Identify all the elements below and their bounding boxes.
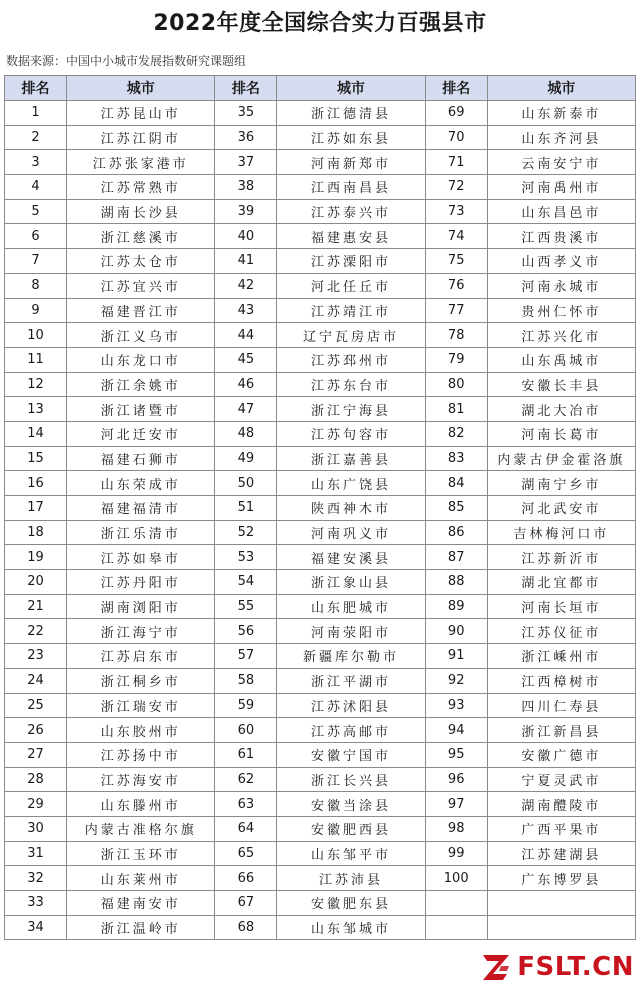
city-cell: 湖南宁乡市 xyxy=(487,471,635,496)
city-cell: 山东禹城市 xyxy=(487,347,635,372)
rank-cell: 45 xyxy=(215,347,277,372)
rank-cell: 84 xyxy=(425,471,487,496)
rank-cell: 10 xyxy=(5,323,67,348)
rank-cell: 33 xyxy=(5,891,67,916)
city-cell: 河南长葛市 xyxy=(487,421,635,446)
city-cell: 江苏如皋市 xyxy=(67,545,215,570)
table-row xyxy=(5,668,636,693)
table-row xyxy=(5,570,636,595)
city-cell: 江苏宜兴市 xyxy=(67,273,215,298)
city-cell: 广东博罗县 xyxy=(487,866,635,891)
city-cell: 江苏新沂市 xyxy=(487,545,635,570)
city-cell: 山西孝义市 xyxy=(487,249,635,274)
rank-cell: 42 xyxy=(215,273,277,298)
city-cell: 内蒙古伊金霍洛旗 xyxy=(487,446,635,471)
table-row xyxy=(5,594,636,619)
rank-cell: 22 xyxy=(5,619,67,644)
rank-cell: 5 xyxy=(5,199,67,224)
table-row xyxy=(5,915,636,940)
rank-cell: 93 xyxy=(425,693,487,718)
city-cell: 广西平果市 xyxy=(487,816,635,841)
rank-cell: 90 xyxy=(425,619,487,644)
rank-cell: 4 xyxy=(5,175,67,200)
city-cell: 山东昌邑市 xyxy=(487,199,635,224)
city-cell: 浙江桐乡市 xyxy=(67,668,215,693)
rank-cell: 98 xyxy=(425,816,487,841)
rank-cell: 53 xyxy=(215,545,277,570)
rank-cell: 60 xyxy=(215,718,277,743)
rank-cell: 40 xyxy=(215,224,277,249)
rank-cell: 47 xyxy=(215,397,277,422)
table-row xyxy=(5,718,636,743)
rank-cell: 87 xyxy=(425,545,487,570)
ranking-table xyxy=(4,75,636,940)
rank-cell: 38 xyxy=(215,175,277,200)
rank-cell: 88 xyxy=(425,570,487,595)
rank-cell: 43 xyxy=(215,298,277,323)
rank-cell: 65 xyxy=(215,841,277,866)
rank-cell: 57 xyxy=(215,644,277,669)
rank-cell: 28 xyxy=(5,767,67,792)
rank-cell: 9 xyxy=(5,298,67,323)
rank-cell: 2 xyxy=(5,125,67,150)
city-cell: 湖南长沙县 xyxy=(67,199,215,224)
rank-cell: 3 xyxy=(5,150,67,175)
city-cell xyxy=(487,891,635,916)
rank-cell: 44 xyxy=(215,323,277,348)
rank-cell: 36 xyxy=(215,125,277,150)
city-cell xyxy=(487,915,635,940)
rank-cell: 48 xyxy=(215,421,277,446)
city-cell: 江西贵溪市 xyxy=(487,224,635,249)
table-row xyxy=(5,841,636,866)
rank-cell: 79 xyxy=(425,347,487,372)
table-row xyxy=(5,323,636,348)
table-row xyxy=(5,199,636,224)
rank-cell: 95 xyxy=(425,742,487,767)
city-cell: 浙江象山县 xyxy=(277,570,425,595)
table-row xyxy=(5,298,636,323)
rank-cell: 64 xyxy=(215,816,277,841)
rank-cell: 27 xyxy=(5,742,67,767)
rank-cell: 85 xyxy=(425,496,487,521)
rank-cell: 17 xyxy=(5,496,67,521)
city-cell: 山东广饶县 xyxy=(277,471,425,496)
rank-cell: 56 xyxy=(215,619,277,644)
table-row xyxy=(5,446,636,471)
rank-cell: 13 xyxy=(5,397,67,422)
city-cell: 河北任丘市 xyxy=(277,273,425,298)
rank-cell: 32 xyxy=(5,866,67,891)
header-city: 城市 xyxy=(487,76,635,101)
header-city: 城市 xyxy=(277,76,425,101)
city-cell: 河南永城市 xyxy=(487,273,635,298)
city-cell: 安徽肥西县 xyxy=(277,816,425,841)
rank-cell: 92 xyxy=(425,668,487,693)
table-row xyxy=(5,866,636,891)
rank-cell: 99 xyxy=(425,841,487,866)
city-cell: 陕西神木市 xyxy=(277,496,425,521)
rank-cell: 68 xyxy=(215,915,277,940)
rank-cell: 94 xyxy=(425,718,487,743)
table-row xyxy=(5,545,636,570)
city-cell: 福建南安市 xyxy=(67,891,215,916)
data-source-note: 数据来源：中国中小城市发展指数研究课题组 xyxy=(6,54,247,68)
city-cell: 浙江乐清市 xyxy=(67,520,215,545)
city-cell: 山东邹平市 xyxy=(277,841,425,866)
rank-cell: 1 xyxy=(5,101,67,126)
city-cell: 浙江义乌市 xyxy=(67,323,215,348)
city-cell: 江苏高邮市 xyxy=(277,718,425,743)
rank-cell: 78 xyxy=(425,323,487,348)
rank-cell: 18 xyxy=(5,520,67,545)
table-row xyxy=(5,693,636,718)
rank-cell: 71 xyxy=(425,150,487,175)
city-cell: 河南荥阳市 xyxy=(277,619,425,644)
city-cell: 湖南醴陵市 xyxy=(487,792,635,817)
city-cell: 安徽宁国市 xyxy=(277,742,425,767)
rank-cell: 62 xyxy=(215,767,277,792)
rank-cell: 24 xyxy=(5,668,67,693)
city-cell: 浙江嵊州市 xyxy=(487,644,635,669)
rank-cell: 67 xyxy=(215,891,277,916)
rank-cell: 82 xyxy=(425,421,487,446)
rank-cell: 59 xyxy=(215,693,277,718)
rank-cell: 11 xyxy=(5,347,67,372)
city-cell: 江苏东台市 xyxy=(277,372,425,397)
rank-cell: 76 xyxy=(425,273,487,298)
rank-cell: 61 xyxy=(215,742,277,767)
rank-cell: 20 xyxy=(5,570,67,595)
city-cell: 江苏扬中市 xyxy=(67,742,215,767)
rank-cell: 54 xyxy=(215,570,277,595)
city-cell: 江苏沭阳县 xyxy=(277,693,425,718)
table-row xyxy=(5,644,636,669)
city-cell: 河南长垣市 xyxy=(487,594,635,619)
rank-cell: 29 xyxy=(5,792,67,817)
rank-cell: 63 xyxy=(215,792,277,817)
city-cell: 四川仁寿县 xyxy=(487,693,635,718)
rank-cell: 25 xyxy=(5,693,67,718)
city-cell: 江苏建湖县 xyxy=(487,841,635,866)
city-cell: 浙江温岭市 xyxy=(67,915,215,940)
rank-cell: 51 xyxy=(215,496,277,521)
city-cell: 云南安宁市 xyxy=(487,150,635,175)
city-cell: 江苏昆山市 xyxy=(67,101,215,126)
header-rank: 排名 xyxy=(215,76,277,101)
rank-cell: 7 xyxy=(5,249,67,274)
city-cell: 浙江平湖市 xyxy=(277,668,425,693)
city-cell: 吉林梅河口市 xyxy=(487,520,635,545)
city-cell: 宁夏灵武市 xyxy=(487,767,635,792)
rank-cell: 50 xyxy=(215,471,277,496)
rank-cell: 55 xyxy=(215,594,277,619)
city-cell: 山东肥城市 xyxy=(277,594,425,619)
rank-cell: 14 xyxy=(5,421,67,446)
rank-cell: 49 xyxy=(215,446,277,471)
rank-cell: 39 xyxy=(215,199,277,224)
rank-cell: 37 xyxy=(215,150,277,175)
rank-cell: 91 xyxy=(425,644,487,669)
table-row xyxy=(5,224,636,249)
table-row xyxy=(5,471,636,496)
table-row xyxy=(5,792,636,817)
table-row xyxy=(5,891,636,916)
rank-cell: 72 xyxy=(425,175,487,200)
city-cell: 山东新泰市 xyxy=(487,101,635,126)
table-row xyxy=(5,249,636,274)
city-cell: 江苏江阴市 xyxy=(67,125,215,150)
city-cell: 山东莱州市 xyxy=(67,866,215,891)
city-cell: 浙江宁海县 xyxy=(277,397,425,422)
table-row xyxy=(5,372,636,397)
city-cell: 安徽广德市 xyxy=(487,742,635,767)
city-cell: 江苏溧阳市 xyxy=(277,249,425,274)
rank-cell: 86 xyxy=(425,520,487,545)
city-cell: 福建惠安县 xyxy=(277,224,425,249)
city-cell: 浙江玉环市 xyxy=(67,841,215,866)
header-rank: 排名 xyxy=(425,76,487,101)
city-cell: 山东邹城市 xyxy=(277,915,425,940)
header-rank: 排名 xyxy=(5,76,67,101)
city-cell: 浙江余姚市 xyxy=(67,372,215,397)
city-cell: 江苏沛县 xyxy=(277,866,425,891)
rank-cell: 8 xyxy=(5,273,67,298)
rank-cell: 80 xyxy=(425,372,487,397)
rank-cell: 100 xyxy=(425,866,487,891)
rank-cell: 77 xyxy=(425,298,487,323)
rank-cell: 74 xyxy=(425,224,487,249)
table-row xyxy=(5,150,636,175)
rank-cell: 31 xyxy=(5,841,67,866)
rank-cell: 21 xyxy=(5,594,67,619)
watermark-text: FSLT.CN xyxy=(517,952,634,982)
city-cell: 江苏如东县 xyxy=(277,125,425,150)
city-cell: 江苏常熟市 xyxy=(67,175,215,200)
city-cell: 浙江海宁市 xyxy=(67,619,215,644)
rank-cell: 75 xyxy=(425,249,487,274)
city-cell: 山东荣成市 xyxy=(67,471,215,496)
city-cell: 江苏靖江市 xyxy=(277,298,425,323)
city-cell: 浙江新昌县 xyxy=(487,718,635,743)
rank-cell xyxy=(425,915,487,940)
watermark-logo xyxy=(452,946,640,988)
city-cell: 江西樟树市 xyxy=(487,668,635,693)
city-cell: 贵州仁怀市 xyxy=(487,298,635,323)
rank-cell: 12 xyxy=(5,372,67,397)
city-cell: 浙江嘉善县 xyxy=(277,446,425,471)
city-cell: 河北迁安市 xyxy=(67,421,215,446)
table-row xyxy=(5,273,636,298)
city-cell: 山东滕州市 xyxy=(67,792,215,817)
rank-cell: 6 xyxy=(5,224,67,249)
table-row xyxy=(5,520,636,545)
city-cell: 浙江长兴县 xyxy=(277,767,425,792)
rank-cell: 73 xyxy=(425,199,487,224)
rank-cell: 16 xyxy=(5,471,67,496)
city-cell: 江苏海安市 xyxy=(67,767,215,792)
table-row xyxy=(5,101,636,126)
table-row xyxy=(5,742,636,767)
city-cell: 河北武安市 xyxy=(487,496,635,521)
rank-cell: 81 xyxy=(425,397,487,422)
city-cell: 河南新郑市 xyxy=(277,150,425,175)
page-title: 2022年度全国综合实力百强县市 xyxy=(153,11,487,36)
city-cell: 江苏泰兴市 xyxy=(277,199,425,224)
city-cell: 江苏句容市 xyxy=(277,421,425,446)
table-row xyxy=(5,125,636,150)
table-row xyxy=(5,767,636,792)
city-cell: 山东胶州市 xyxy=(67,718,215,743)
table-row xyxy=(5,421,636,446)
rank-cell: 34 xyxy=(5,915,67,940)
city-cell: 江苏邳州市 xyxy=(277,347,425,372)
rank-cell: 15 xyxy=(5,446,67,471)
rank-cell: 19 xyxy=(5,545,67,570)
city-cell: 河南巩义市 xyxy=(277,520,425,545)
city-cell: 湖南浏阳市 xyxy=(67,594,215,619)
rank-cell: 89 xyxy=(425,594,487,619)
table-row xyxy=(5,496,636,521)
city-cell: 安徽长丰县 xyxy=(487,372,635,397)
city-cell: 辽宁瓦房店市 xyxy=(277,323,425,348)
city-cell: 江苏张家港市 xyxy=(67,150,215,175)
city-cell: 浙江瑞安市 xyxy=(67,693,215,718)
rank-cell: 70 xyxy=(425,125,487,150)
rank-cell: 30 xyxy=(5,816,67,841)
city-cell: 浙江诸暨市 xyxy=(67,397,215,422)
rank-cell: 66 xyxy=(215,866,277,891)
city-cell: 江苏太仓市 xyxy=(67,249,215,274)
table-row xyxy=(5,175,636,200)
city-cell: 新疆库尔勒市 xyxy=(277,644,425,669)
rank-cell: 52 xyxy=(215,520,277,545)
city-cell: 江苏丹阳市 xyxy=(67,570,215,595)
table-row xyxy=(5,347,636,372)
city-cell: 山东齐河县 xyxy=(487,125,635,150)
city-cell: 浙江德清县 xyxy=(277,101,425,126)
table-row xyxy=(5,397,636,422)
city-cell: 山东龙口市 xyxy=(67,347,215,372)
rank-cell: 46 xyxy=(215,372,277,397)
city-cell: 福建安溪县 xyxy=(277,545,425,570)
city-cell: 江西南昌县 xyxy=(277,175,425,200)
city-cell: 河南禹州市 xyxy=(487,175,635,200)
table-row xyxy=(5,619,636,644)
rank-cell: 96 xyxy=(425,767,487,792)
table-header-row xyxy=(5,76,636,101)
rank-cell: 58 xyxy=(215,668,277,693)
rank-cell: 23 xyxy=(5,644,67,669)
header-city: 城市 xyxy=(67,76,215,101)
rank-cell: 69 xyxy=(425,101,487,126)
city-cell: 安徽当涂县 xyxy=(277,792,425,817)
city-cell: 福建石狮市 xyxy=(67,446,215,471)
rank-cell: 41 xyxy=(215,249,277,274)
city-cell: 江苏仪征市 xyxy=(487,619,635,644)
rank-cell: 97 xyxy=(425,792,487,817)
table-row xyxy=(5,816,636,841)
city-cell: 江苏启东市 xyxy=(67,644,215,669)
city-cell: 福建福清市 xyxy=(67,496,215,521)
city-cell: 湖北宜都市 xyxy=(487,570,635,595)
city-cell: 安徽肥东县 xyxy=(277,891,425,916)
rank-cell xyxy=(425,891,487,916)
city-cell: 内蒙古准格尔旗 xyxy=(67,816,215,841)
z-logo-icon xyxy=(481,952,511,982)
rank-cell: 26 xyxy=(5,718,67,743)
rank-cell: 83 xyxy=(425,446,487,471)
city-cell: 湖北大冶市 xyxy=(487,397,635,422)
city-cell: 浙江慈溪市 xyxy=(67,224,215,249)
city-cell: 福建晋江市 xyxy=(67,298,215,323)
rank-cell: 35 xyxy=(215,101,277,126)
city-cell: 江苏兴化市 xyxy=(487,323,635,348)
